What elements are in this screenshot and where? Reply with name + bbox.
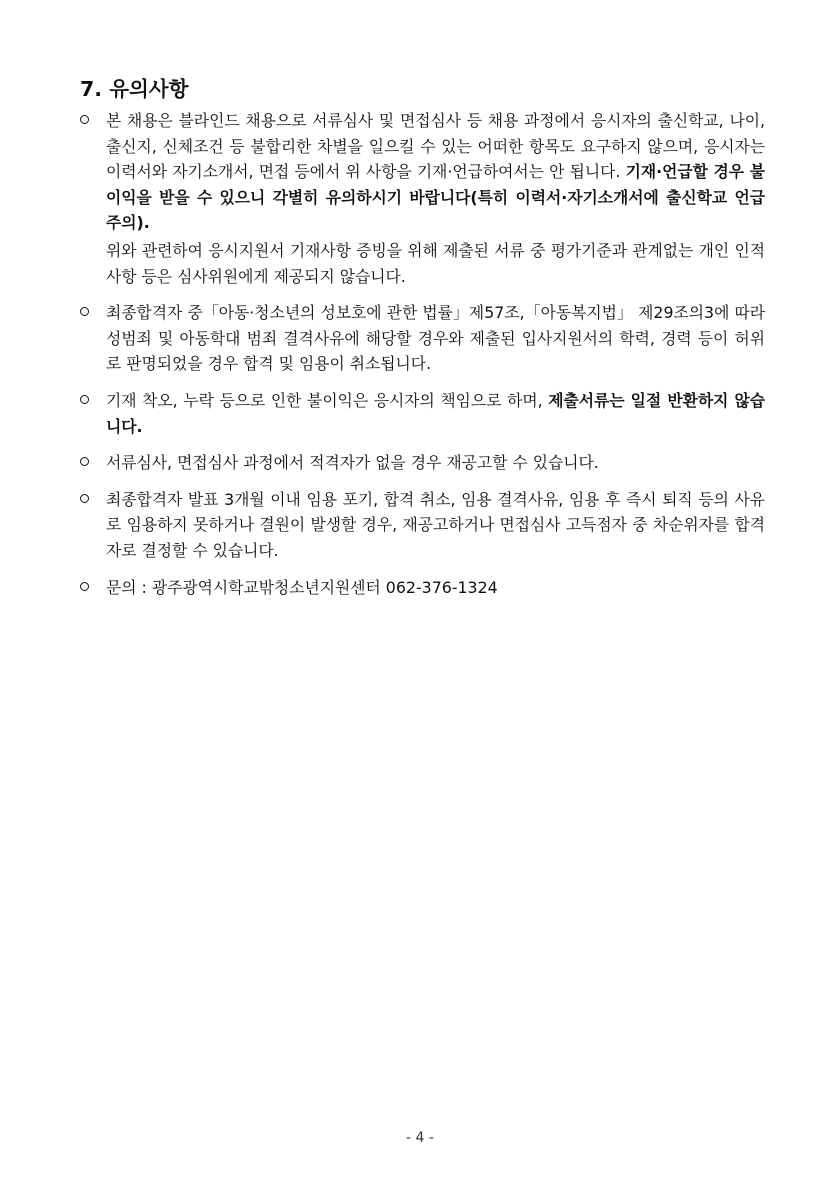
list-item-vacancy [80, 487, 765, 564]
item-emphasis: 기재·언급할 경우 불이익을 받을 수 있으니 각별히 유의하시기 바랍니다(특히 이력서·자기소개서에 출신학교 언급 주의). [106, 162, 765, 233]
circle-bullet-icon [80, 307, 89, 316]
item-text: 최종합격자 중「아동·청소년의 성보호에 관한 법률」제57조,「아동복지법」 제29조의3에 따라 성범죄 및 아동학대 범죄 결격사유에 해당할 경우와 제출된 입사지원서의 학력, 경력 등이 허위로 판명되었을 경우 합격 및 임용이 취소됩니다. [106, 303, 765, 374]
circle-bullet-icon [80, 494, 89, 503]
list-item-blind-recruitment [80, 108, 765, 289]
circle-bullet-icon [80, 115, 89, 124]
item-text: 기재 착오, 누락 등으로 인한 불이익은 응시자의 책임으로 하며, [106, 390, 549, 410]
item-text: 최종합격자 발표 3개월 이내 임용 포기, 합격 취소, 임용 결격사유, 임용 후 즉시 퇴직 등의 사유로 임용하지 못하거나 결원이 발생할 경우, 재공고하거나 면접심사 고득점자 중 차순위자를 합격자로 결정할 수 있습니다. [106, 489, 765, 560]
item-text: 서류심사, 면접심사 과정에서 적격자가 없을 경우 재공고할 수 있습니다. [106, 453, 599, 473]
list-item-re-announcement [80, 450, 765, 476]
list-item-responsibility [80, 388, 765, 439]
contact-text: 문의 : 광주광역시학교밖청소년지원센터 062-376-1324 [106, 577, 498, 597]
list-item-contact [80, 575, 765, 601]
circle-bullet-icon [80, 457, 89, 466]
item-text: 본 채용은 블라인드 채용으로 서류심사 및 면접심사 등 채용 과정에서 응시자의 출신학교, 나이, 출신지, 신체조건 등 불합리한 차별을 일으킬 수 있는 어떠한 항목도 요구하지 않으며, 응시자는 이력서와 자기소개서, 면접 등에서 위 사항을 기재·언급하여서는 안 됩니다. [106, 111, 765, 182]
circle-bullet-icon [80, 582, 89, 591]
paragraph: 위와 관련하여 응시지원서 기재사항 증빙을 위해 제출된 서류 중 평가기준과 관계없는 개인 인적사항 등은 심사위원에게 제공되지 않습니다. [106, 240, 765, 286]
circle-bullet-icon [80, 395, 89, 404]
paragraph [106, 388, 765, 439]
paragraph [106, 108, 765, 236]
notice-list [80, 108, 765, 611]
section-title: 7. 유의사항 [80, 77, 189, 101]
list-item-disqualification [80, 300, 765, 377]
page-number: - 4 - [406, 1130, 434, 1146]
item-emphasis: 제출서류는 일절 반환하지 않습니다. [106, 390, 765, 436]
